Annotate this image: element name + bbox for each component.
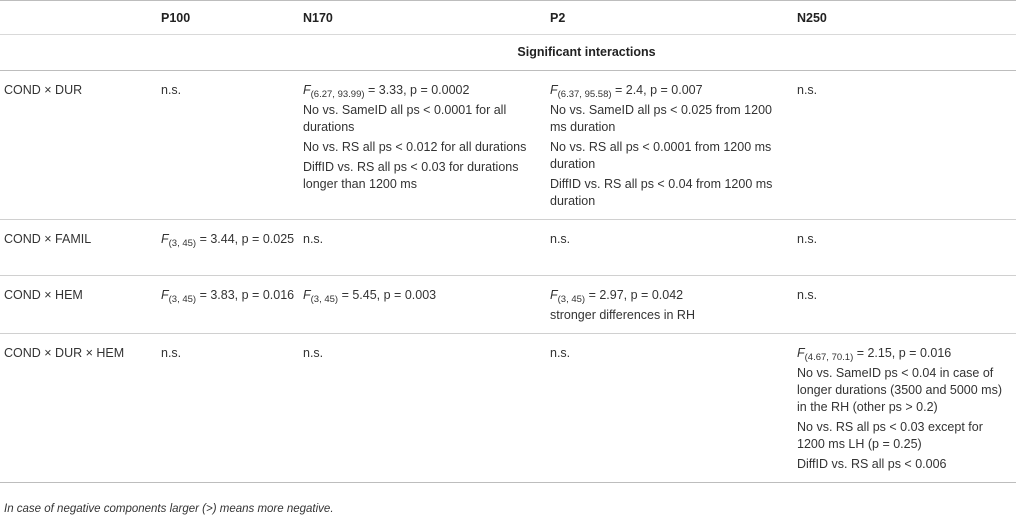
row-label: COND × FAMIL — [4, 232, 92, 246]
cell-p2: n.s. — [550, 232, 571, 246]
header-empty — [0, 1, 157, 35]
table-row — [0, 276, 1016, 334]
stat-line: $F_{(3, 45)} = 3.44$, p = 0.025 — [161, 232, 295, 249]
table-row — [0, 71, 1016, 220]
stat-line: $F_{(3, 45)} = 3.83$, p = 0.016 — [161, 288, 295, 305]
table-row — [0, 334, 1016, 483]
detail-line: DiffID vs. RS all ps < 0.04 from 1200 ms duration — [550, 177, 773, 208]
cell-p100 — [157, 276, 299, 334]
subheader-significant-interactions: Significant interactions — [157, 35, 1016, 71]
stat-line: $F_{(4.67, 70.1)} = 2.15$, p = 0.016 — [797, 346, 952, 363]
cell-p2: n.s. — [550, 346, 571, 360]
header-n250: N250 — [793, 1, 1016, 35]
detail-line: No vs. SameID all ps < 0.0001 for all durations — [303, 103, 507, 134]
cell-p100: n.s. — [161, 83, 182, 97]
stat-line: $F_{(3, 45)} = 2.97$, p = 0.042 — [550, 288, 684, 305]
row-label: COND × DUR × HEM — [4, 346, 125, 360]
cell-n250: n.s. — [797, 232, 818, 246]
row-label: COND × HEM — [4, 288, 83, 302]
cell-n170: n.s. — [303, 346, 324, 360]
detail-line: No vs. RS all ps < 0.0001 from 1200 ms duration — [550, 140, 772, 171]
stat-line: $F_{(3, 45)} = 5.45$, p = 0.003 — [303, 288, 437, 305]
table-footnote: In case of negative components larger (>) means more negative. — [4, 503, 334, 515]
detail-line: No vs. SameID all ps < 0.025 from 1200 ms duration — [550, 103, 772, 134]
stat-line: $F_{(6.27, 93.99)} = 3.33$, p = 0.0002 — [303, 83, 470, 100]
detail-line: No vs. RS all ps < 0.012 for all durations — [303, 140, 527, 154]
cell-n250 — [793, 334, 1016, 483]
header-p2: P2 — [546, 1, 793, 35]
cell-n170 — [299, 71, 546, 220]
detail-line: No vs. SameID ps < 0.04 in case of longer durations (3500 and 5000 ms) in the RH (other ps > 0.2) — [797, 366, 1002, 414]
cell-n250: n.s. — [797, 83, 818, 97]
detail-line: No vs. RS all ps < 0.03 except for 1200 ms LH (p = 0.25) — [797, 420, 983, 451]
cell-p100 — [157, 220, 299, 276]
header-p100: P100 — [157, 1, 299, 35]
header-n170: N170 — [299, 1, 546, 35]
table-row — [0, 220, 1016, 276]
subheader-row — [0, 35, 1016, 71]
header-row — [0, 1, 1016, 35]
detail-line: stronger differences in RH — [550, 308, 695, 322]
cell-p2 — [546, 71, 793, 220]
stat-line: $F_{(6.37, 95.58)} = 2.4$, p = 0.007 — [550, 83, 703, 100]
cell-n170 — [299, 276, 546, 334]
cell-p2 — [546, 276, 793, 334]
detail-line: DiffID vs. RS all ps < 0.006 — [797, 457, 947, 471]
cell-p100: n.s. — [161, 346, 182, 360]
detail-line: DiffID vs. RS all ps < 0.03 for durations longer than 1200 ms — [303, 160, 519, 191]
row-label: COND × DUR — [4, 83, 83, 97]
cell-n250: n.s. — [797, 288, 818, 302]
cell-n170: n.s. — [303, 232, 324, 246]
